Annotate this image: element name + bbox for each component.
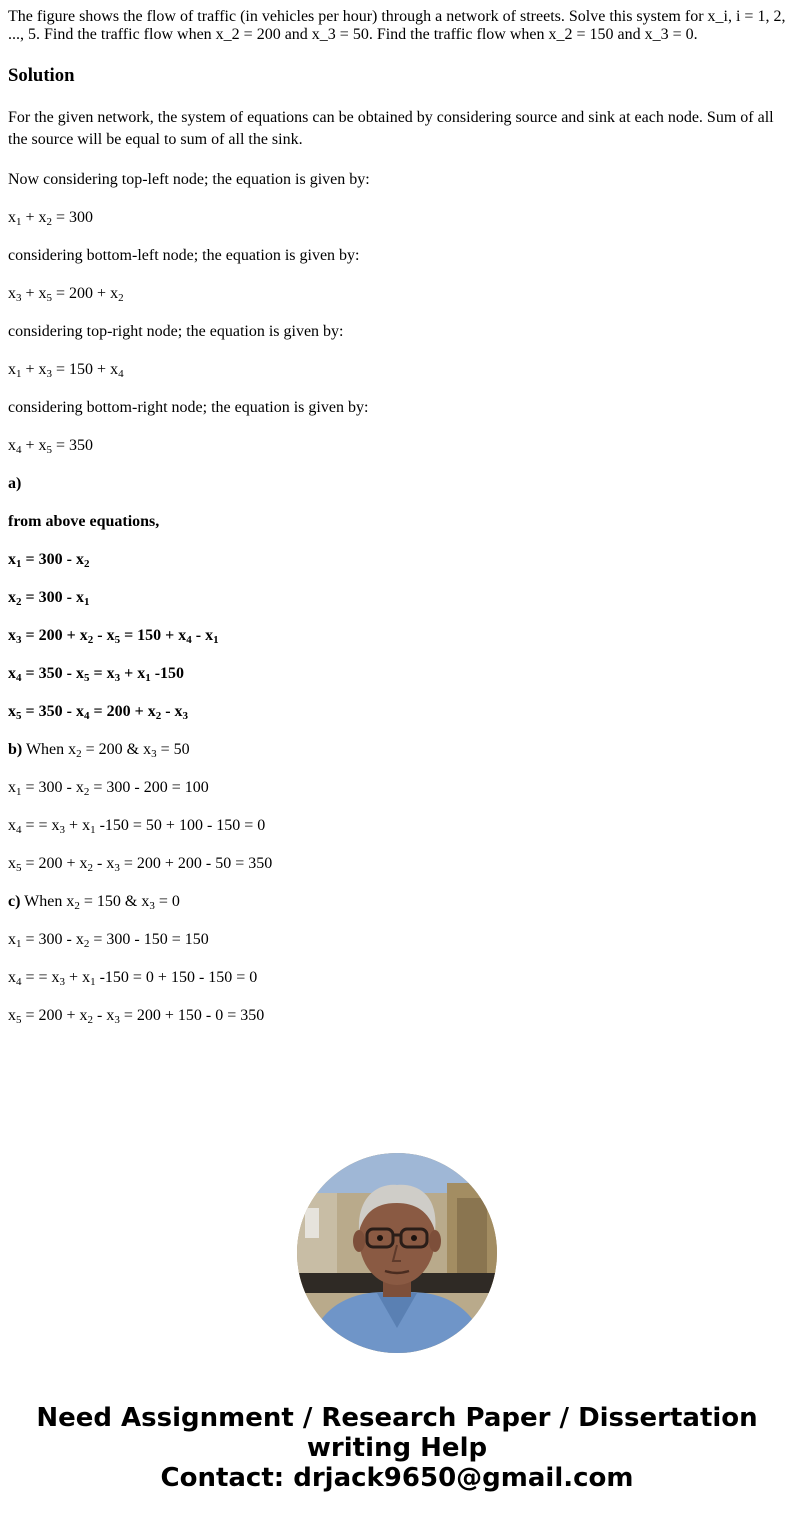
footer-line-1: Need Assignment / Research Paper / Dissertation bbox=[36, 1403, 758, 1433]
solve-x5: $x_5 = 350 - x_4 = 200 + x_2 - x_3$ bbox=[8, 703, 189, 722]
footer-line-2: writing Help bbox=[306, 1433, 488, 1463]
document-body bbox=[8, 8, 786, 1043]
part-c-x1: $x_1 = 300 - x_2 = 300 - 150 = 150$ bbox=[8, 931, 209, 950]
equation-4: $x_4 + x_5 = 350$ bbox=[8, 437, 94, 456]
node-top-right-text: considering top-right node; the equation is given by: bbox=[8, 323, 344, 340]
solve-x1: $x_1 = 300 - x_2$ bbox=[8, 551, 90, 570]
part-b-x1: $x_1 = 300 - x_2 = 300 - 200 = 100$ bbox=[8, 779, 209, 798]
author-avatar bbox=[297, 1153, 497, 1353]
equation-3: $x_1 + x_3 = 150 + x_4$ bbox=[8, 361, 124, 380]
node-top-left-text: Now considering top-left node; the equation is given by: bbox=[8, 171, 370, 188]
intro-paragraph: For the given network, the system of equations can be obtained by considering source and sink at each node. Sum of all the source will be equal to sum of all the sink. bbox=[8, 109, 774, 148]
node-bottom-right-text: considering bottom-right node; the equation is given by: bbox=[8, 399, 369, 416]
footer-contact bbox=[0, 1403, 794, 1493]
part-b-x4: $x_4$ = = $x_3 + x_1$ -150 = 50 + 100 - 150 = 0 bbox=[8, 817, 266, 836]
equation-1: $x_1 + x_2 = 300$ bbox=[8, 209, 94, 228]
node-bottom-left-text: considering bottom-left node; the equation is given by: bbox=[8, 247, 360, 264]
question-text: The figure shows the flow of traffic (in vehicles per hour) through a network of streets. Solve this system for x_i, i = 1, 2, ..., 5. Find the traffic flow when x_2 = 200 and x_3 = 50. Find the traffic flow when x_2 = 150 and x_3 = 0. bbox=[8, 8, 786, 43]
part-c-x4: $x_4$ = = $x_3 + x_1$ -150 = 0 + 150 - 150 = 0 bbox=[8, 969, 258, 988]
part-c-x5: $x_5 = 200 + x_2 - x_3 = 200 + 150 - 0 = 350$ bbox=[8, 1007, 265, 1026]
solve-x3: $x_3 = 200 + x_2 - x_5 = 150 + x_4 - x_1$ bbox=[8, 627, 219, 646]
part-c-condition: c) When $x_2 = 150$ & $x_3 = 0$ bbox=[8, 893, 180, 912]
footer-contact-email: Contact: drjack9650@gmail.com bbox=[160, 1463, 634, 1493]
equation-2: $x_3 + x_5 = 200 + x_2$ bbox=[8, 285, 124, 304]
solve-x2: $x_2 = 300 - x_1$ bbox=[8, 589, 90, 608]
author-photo-icon bbox=[297, 1153, 497, 1353]
from-above-text: from above equations, bbox=[8, 513, 160, 530]
part-a-label: a) bbox=[8, 475, 22, 492]
part-c-label: c) bbox=[8, 893, 21, 910]
part-b-condition: b) When $x_2 = 200$ & $x_3 = 50$ bbox=[8, 741, 190, 760]
solution-heading: Solution bbox=[8, 65, 75, 86]
part-b-label: b) bbox=[8, 741, 23, 758]
solve-x4: $x_4 = 350 - x_5 = x_3 + x_1$ -150 bbox=[8, 665, 185, 684]
part-b-x5: $x_5 = 200 + x_2 - x_3 = 200 + 200 - 50 = 350$ bbox=[8, 855, 273, 874]
